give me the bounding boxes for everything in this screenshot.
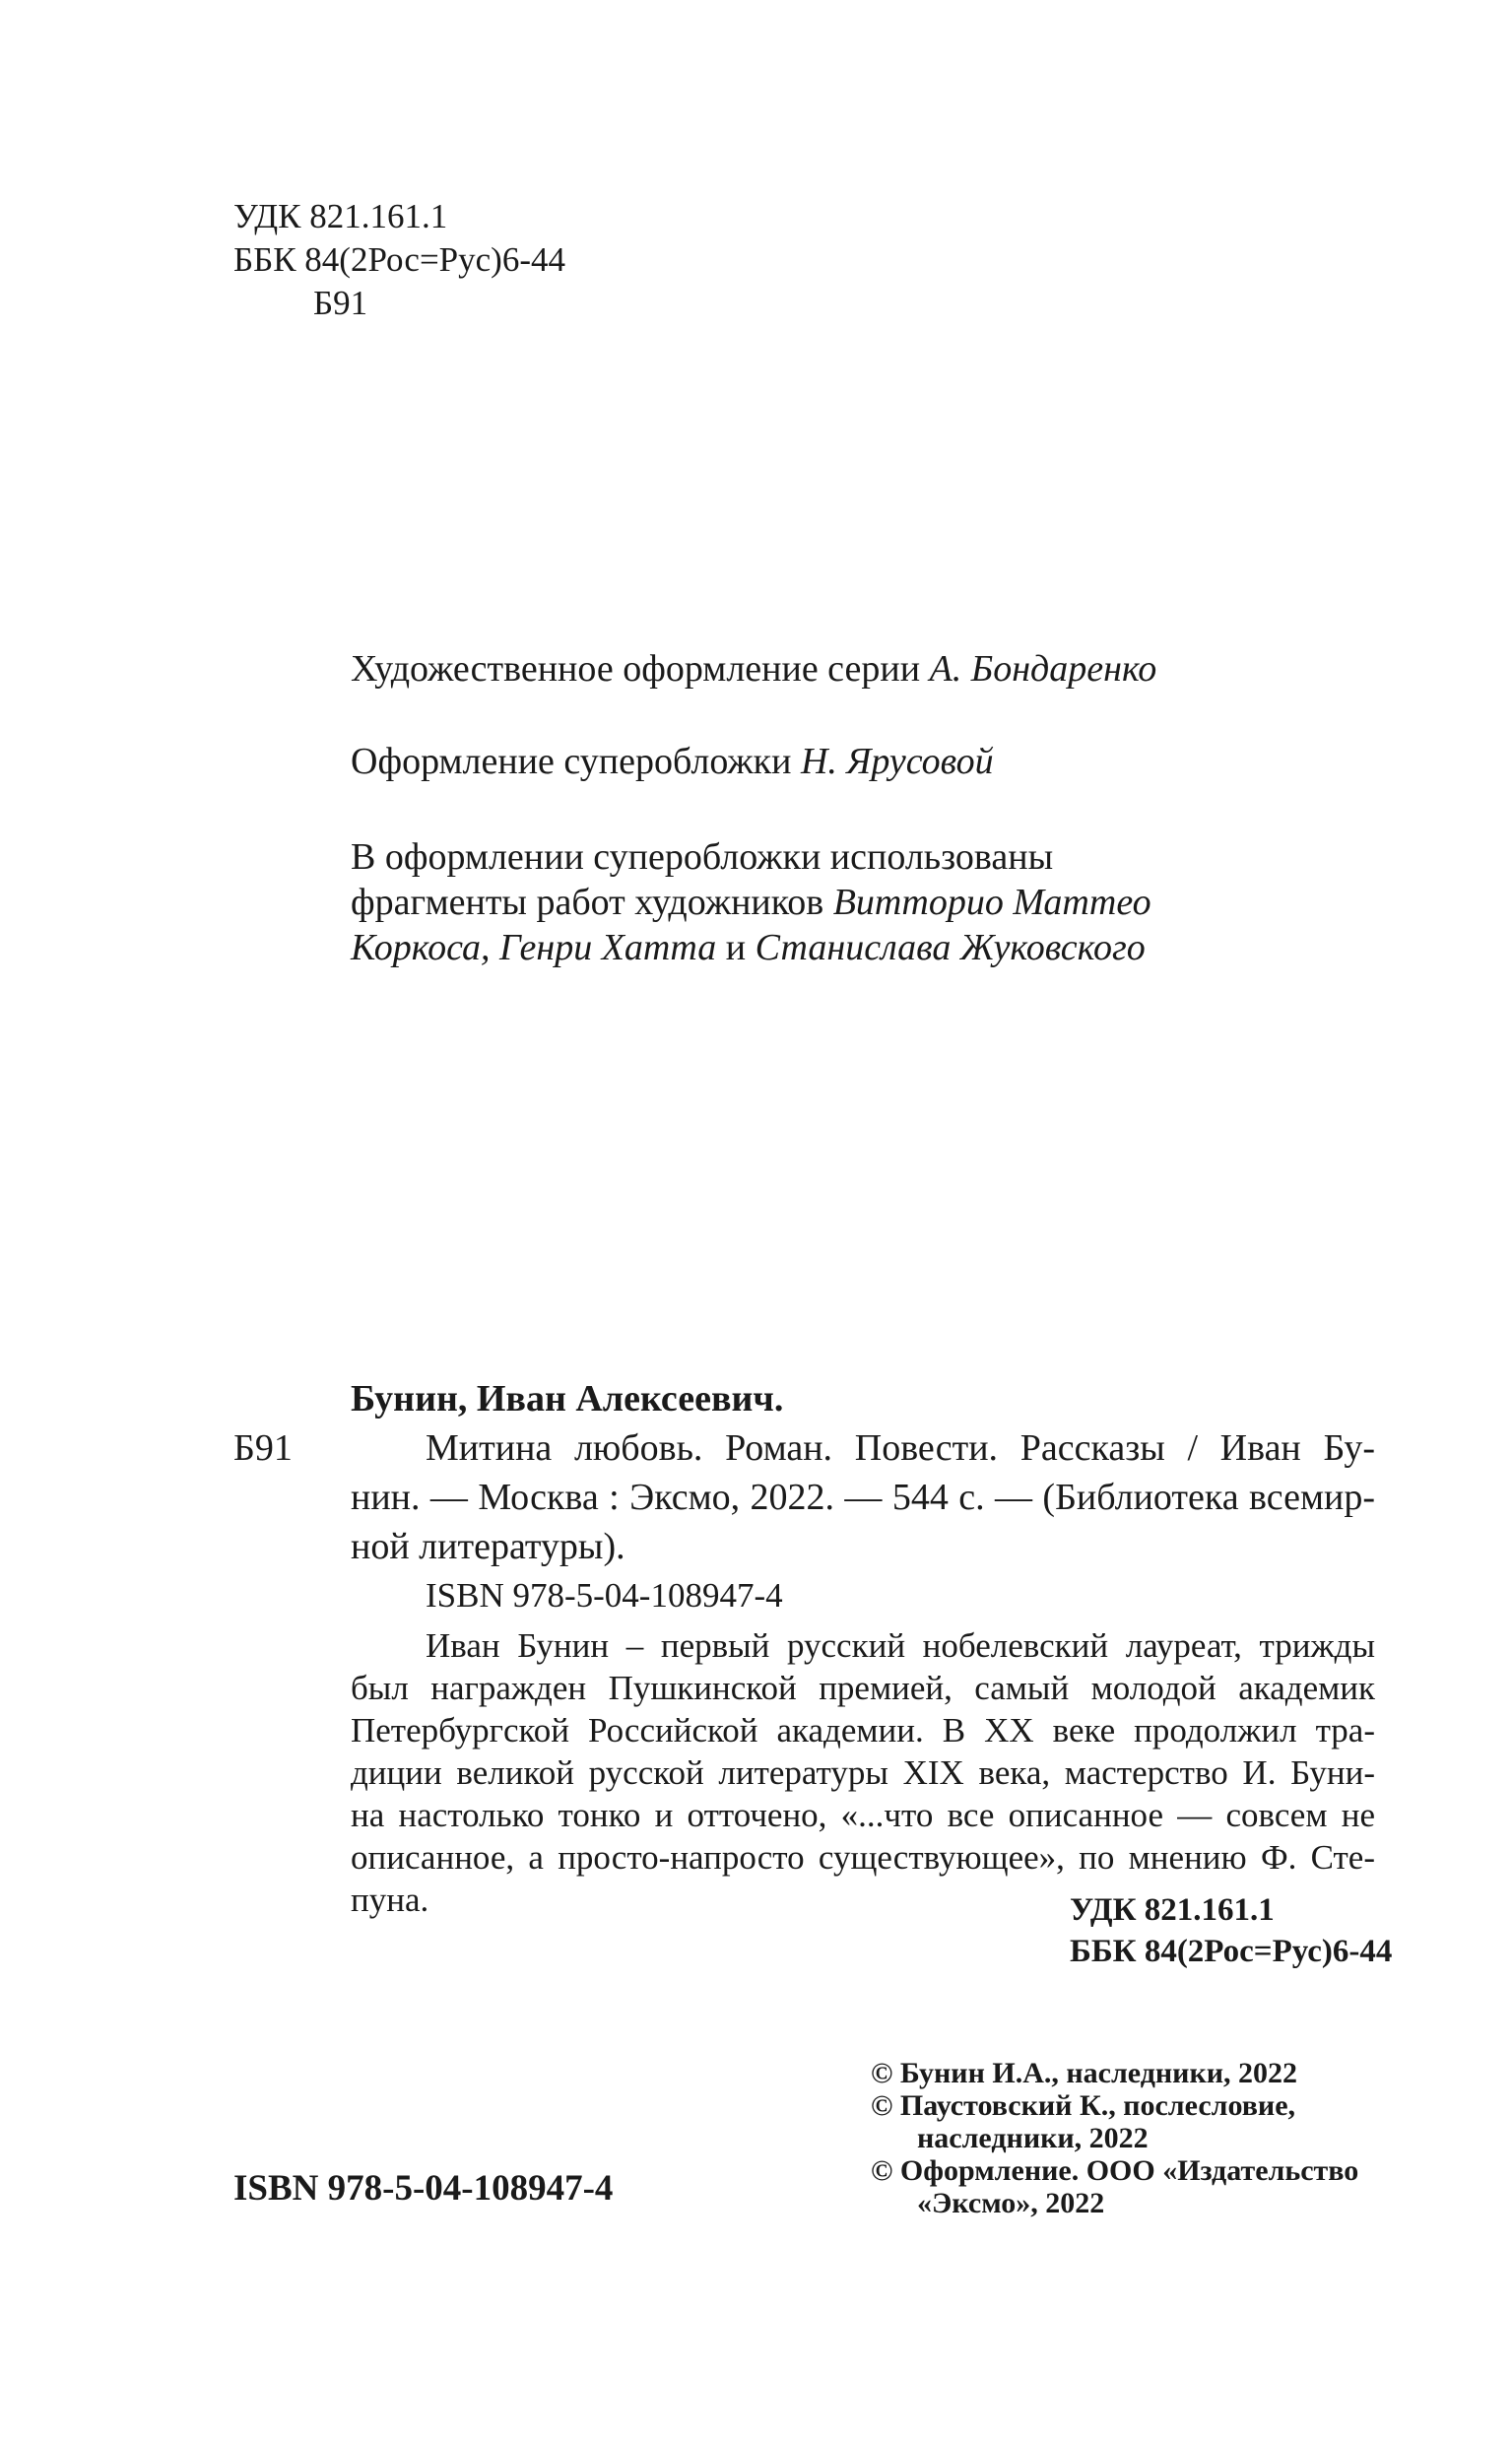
credit-jacket-prefix: Оформление суперобложки [351,741,792,782]
credit-conjunction: и [725,927,747,968]
copyright-line: © Паустовский К., послесловие, [871,2089,1296,2122]
author-code: Б91 [313,284,368,322]
annotation-line: пуна. [351,1881,429,1919]
credit-artist-1-part2: Коркоса, [351,927,491,968]
record-line-2: нин. — Москва : Эксмо, 2022. — 544 с. — (Библиотека всемир- [351,1477,1375,1518]
record-author-code: Б91 [233,1427,293,1469]
credit-jacket-artist: Н. Ярусовой [800,741,994,782]
copyright-line: © Оформление. ООО «Издательство [871,2154,1359,2187]
credit-artist-1-part1: Витторио Маттео [832,882,1151,923]
record-line-1: Митина любовь. Роман. Повести. Рассказы / Иван Бу- [426,1427,1375,1469]
copyright-line: наследники, 2022 [917,2122,1149,2154]
annotation-line: Иван Бунин – первый русский нобелевский лауреат, трижды [426,1626,1375,1665]
record-isbn: ISBN 978-5-04-108947-4 [426,1576,783,1615]
isbn-bottom: ISBN 978-5-04-108947-4 [233,2168,614,2209]
bbk-code: ББК 84(2Рос=Рус)6-44 [233,240,565,279]
annotation-line: был награжден Пушкинской премией, самый молодой академик [351,1669,1375,1707]
record-author: Бунин, Иван Алексеевич. [351,1378,784,1420]
credit-artist-2: Генри Хатта [499,927,717,968]
udk-code-bottom: УДК 821.161.1 [1070,1892,1275,1928]
copyright-line: «Эксмо», 2022 [917,2187,1105,2219]
credit-series-prefix: Художественное оформление серии [351,648,921,690]
credit-jacket-design [351,737,994,786]
copyright-line: © Бунин И.А., наследники, 2022 [871,2057,1298,2089]
udk-code: УДК 821.161.1 [233,197,448,235]
credit-art-line-1: В оформлении суперобложки использованы [351,836,1054,878]
credit-artist-3: Станислава Жуковского [755,927,1146,968]
credit-series-design [351,644,1156,693]
credit-art-prefix: фрагменты работ художников [351,882,824,923]
annotation-line: диции великой русской литературы XIX века, мастерство И. Буни- [351,1753,1375,1792]
credit-art-line-2 [351,878,1151,927]
credit-art-line-3 [351,923,1146,972]
annotation-line: на настолько тонко и отточено, «...что все описанное — совсем не [351,1796,1375,1834]
annotation-line: описанное, а просто-напросто существующее», по мнению Ф. Сте- [351,1838,1375,1877]
record-line-3: ной литературы). [351,1526,625,1567]
credit-series-artist: А. Бондаренко [929,648,1157,690]
bbk-code-bottom: ББК 84(2Рос=Рус)6-44 [1070,1934,1393,1969]
annotation-line: Петербургской Российской академии. В XX веке продолжил тра- [351,1711,1375,1750]
